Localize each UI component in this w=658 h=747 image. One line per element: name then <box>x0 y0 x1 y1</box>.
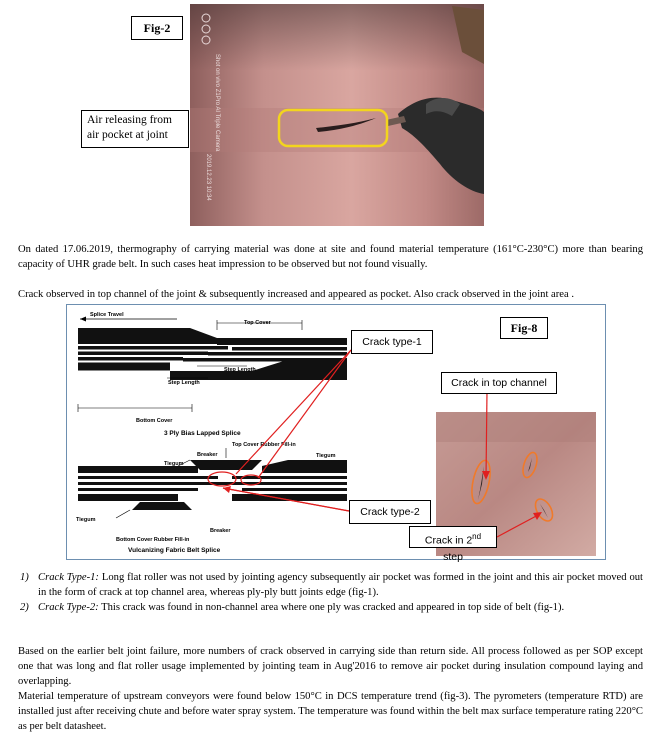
crack-type-list <box>18 570 643 615</box>
fig8-label: Fig-8 <box>500 317 548 339</box>
callout-crack-in-top-channel: Crack in top channel <box>441 372 557 394</box>
closing-paragraph-1: Based on the earlier belt joint failure, more numbers of crack observed in carrying side than return side. All process followed as per SOP except one that was long and flat roller usage implemented by jointing team in Aug'2016 to remove air pocket during insulation compound laying and overlapping. <box>18 646 643 687</box>
thermography-paragraph: On dated 17.06.2019, thermography of carrying material was done at site and found material temperature (161°C-230°C) more than bearing capacity of UHR grade belt. In such cases heat impression to be observed but not found visually. <box>18 244 643 270</box>
diag-breaker-top: Breaker <box>197 452 218 458</box>
diag-top-cover-fill: Top Cover Rubber Fill-in <box>232 442 296 448</box>
diag-tiegum-bottom: Tiegum <box>76 517 96 523</box>
diag-top-cover: Top Cover <box>244 320 271 326</box>
crack-observed-paragraph: Crack observed in top channel of the joint & subsequently increased and appeared as pocket. Also crack observed in the joint area . <box>18 289 574 300</box>
camera-watermark: Shot on vivo Z1Pro AI Triple Camera <box>214 54 220 152</box>
callout-crack-type-2: Crack type-2 <box>349 500 431 524</box>
diag-caption-top: 3 Ply Bias Lapped Splice <box>164 430 241 437</box>
camera-datestamp: 2019.12.23 10:34 <box>205 154 211 201</box>
fig2-annotation-line2: air pocket at joint <box>87 129 168 141</box>
diag-bottom-cover: Bottom Cover <box>136 418 173 424</box>
fig2-label: Fig-2 <box>131 16 183 40</box>
diag-step-length-1: Step Length <box>224 367 256 373</box>
callout-crack-in-2nd-step: Crack in 2nd step <box>409 526 497 548</box>
diag-caption-bottom: Vulcanizing Fabric Belt Splice <box>128 547 221 554</box>
diag-tiegum-right: Tiegum <box>316 453 336 459</box>
closing-paragraph-2: Material temperature of upstream conveyors were found below 150°C in DCS temperature trend (fig-3). The pyrometers (temperature RTD) are installed just after receiving chute and before water spray system. The temperature was found within the belt max surface temperature rating 220°C as per belt datasheet. <box>18 691 643 732</box>
diag-breaker-bottom: Breaker <box>210 528 231 534</box>
diag-tiegum-left: Tiegum <box>164 461 184 467</box>
list-item: 1) Crack Type-1: Long flat roller was not used by jointing agency subsequently air pocket was formed in the joint and this air pocket moved out in the form of crack at top channel area, whereas ply-ply butt joints edge (fig-1). <box>20 572 643 598</box>
diag-splice-travel: Splice Travel <box>90 312 124 318</box>
diag-bottom-cover-fill: Bottom Cover Rubber Fill-in <box>116 537 190 543</box>
callout-crack-type-1: Crack type-1 <box>351 330 433 354</box>
closing-paragraphs <box>18 644 643 734</box>
list-item: 2) Crack Type-2: This crack was found in non-channel area where one ply was cracked and appeared in top side of belt (fig-1). <box>20 602 565 613</box>
fig2-annotation-line1: Air releasing from <box>87 114 172 126</box>
diag-step-length-2: Step Length <box>168 380 200 386</box>
